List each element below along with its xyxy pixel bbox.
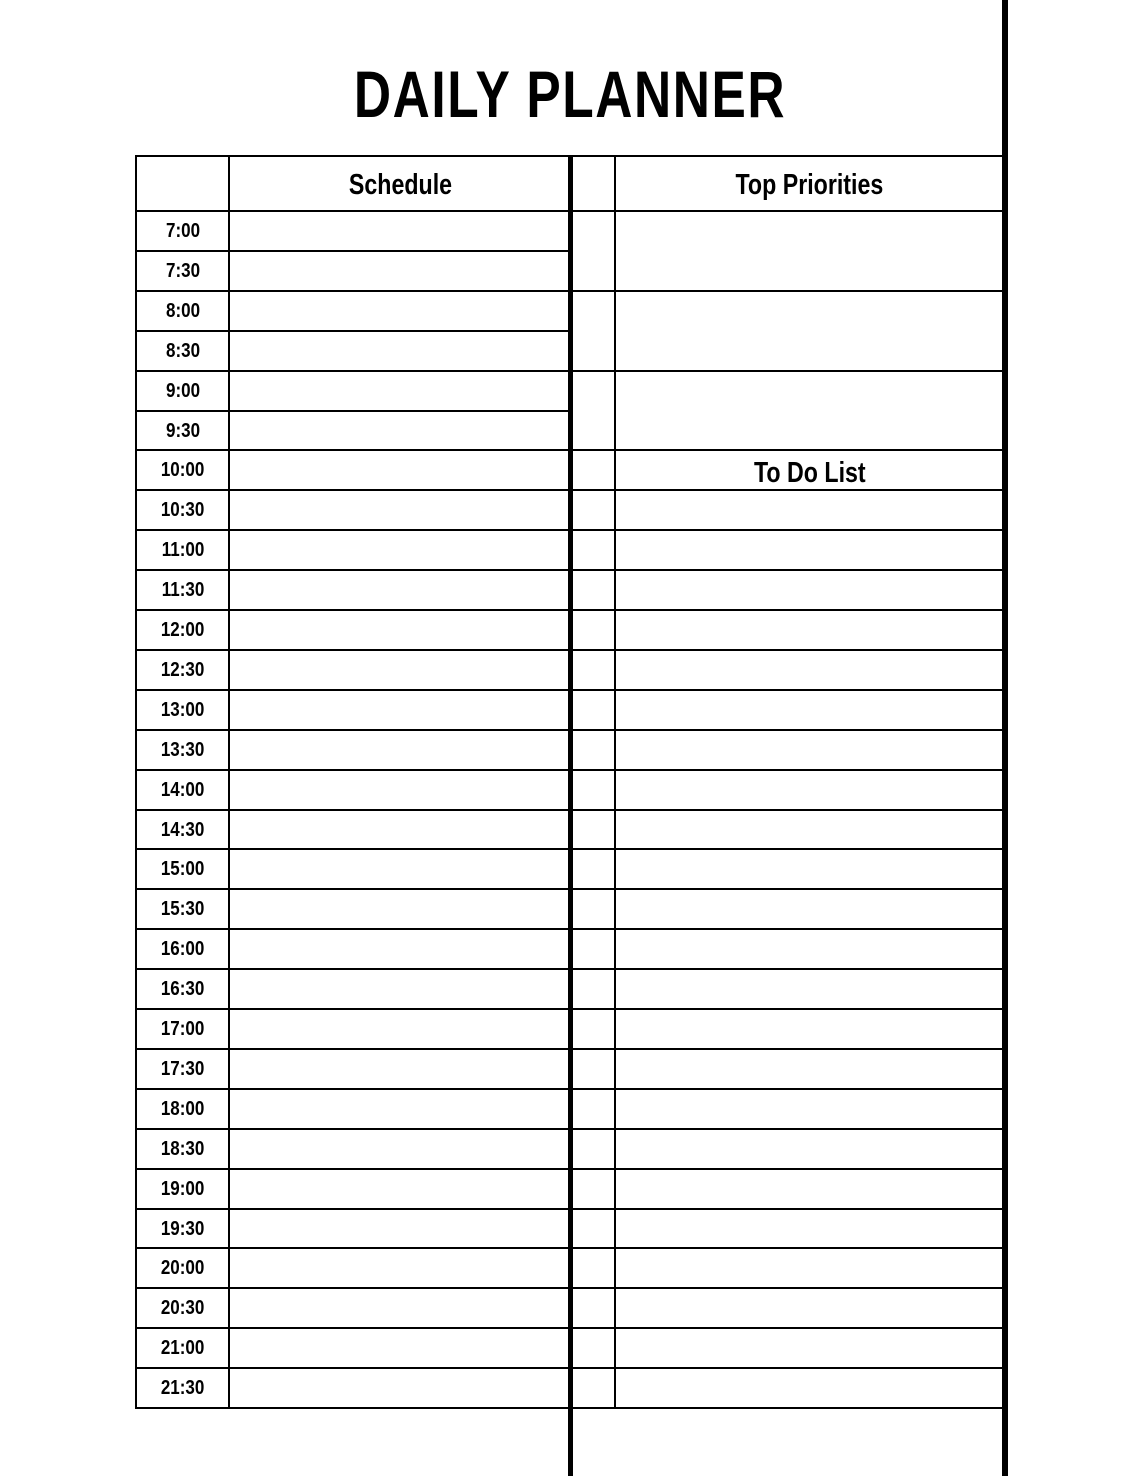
todo-checkbox[interactable] [575, 850, 613, 888]
page-title: DAILY PLANNER [353, 57, 787, 131]
time-text: 11:30 [161, 579, 205, 602]
todo-field[interactable] [617, 571, 1002, 609]
schedule-entry-field[interactable] [231, 1249, 568, 1287]
todo-field[interactable] [617, 731, 1002, 769]
todo-field[interactable] [617, 890, 1002, 928]
todo-header [617, 452, 1002, 490]
todo-checkbox[interactable] [575, 691, 613, 729]
time-text: 15:30 [161, 898, 205, 921]
time-text: 13:30 [161, 738, 205, 761]
time-label [137, 1169, 229, 1209]
time-label [137, 251, 229, 291]
schedule-entry-field[interactable] [231, 1210, 568, 1248]
time-text: 18:30 [161, 1137, 205, 1160]
time-text: 21:30 [161, 1377, 205, 1400]
schedule-entry-field[interactable] [231, 1289, 568, 1327]
priority-field[interactable] [617, 292, 1002, 370]
todo-field[interactable] [617, 970, 1002, 1008]
time-label [137, 1209, 229, 1249]
right-row-divider [573, 449, 1002, 451]
page-edge-line [1002, 0, 1008, 1476]
todo-checkbox[interactable] [575, 1249, 613, 1287]
schedule-entry-field[interactable] [231, 850, 568, 888]
todo-field[interactable] [617, 691, 1002, 729]
schedule-entry-field[interactable] [231, 811, 568, 849]
todo-checkbox[interactable] [575, 771, 613, 809]
time-label [137, 1368, 229, 1408]
todo-checkbox[interactable] [575, 1170, 613, 1208]
todo-field[interactable] [617, 1130, 1002, 1168]
todo-checkbox[interactable] [575, 890, 613, 928]
schedule-entry-field[interactable] [231, 412, 568, 450]
todo-field[interactable] [617, 611, 1002, 649]
schedule-entry-field[interactable] [231, 451, 568, 489]
time-label [137, 530, 229, 570]
time-text: 20:30 [161, 1297, 205, 1320]
schedule-entry-field[interactable] [231, 651, 568, 689]
priorities-header [617, 157, 1002, 210]
time-text: 17:30 [161, 1057, 205, 1080]
time-label [137, 770, 229, 810]
time-label [137, 331, 229, 371]
todo-checkbox[interactable] [575, 531, 613, 569]
schedule-entry-field[interactable] [231, 372, 568, 410]
schedule-header [231, 157, 569, 210]
todo-field[interactable] [617, 1329, 1002, 1367]
todo-field[interactable] [617, 1249, 1002, 1287]
todo-checkbox[interactable] [575, 1329, 613, 1367]
time-text: 10:00 [161, 459, 205, 482]
schedule-entry-field[interactable] [231, 1090, 568, 1128]
time-text: 15:00 [161, 858, 205, 881]
schedule-entry-field[interactable] [231, 731, 568, 769]
time-label [137, 490, 229, 530]
todo-checkbox[interactable] [575, 930, 613, 968]
todo-checkbox[interactable] [575, 1010, 613, 1048]
todo-checkbox[interactable] [575, 970, 613, 1008]
time-text: 20:00 [161, 1257, 205, 1280]
todo-field[interactable] [617, 1170, 1002, 1208]
todo-field[interactable] [617, 1010, 1002, 1048]
time-label [137, 1129, 229, 1169]
time-label [137, 371, 229, 411]
todo-field[interactable] [617, 1289, 1002, 1327]
schedule-entry-field[interactable] [231, 970, 568, 1008]
time-label [137, 450, 229, 490]
todo-checkbox[interactable] [575, 1090, 613, 1128]
schedule-entry-field[interactable] [231, 691, 568, 729]
time-text: 7:30 [165, 259, 201, 282]
todo-checkbox[interactable] [575, 1369, 613, 1407]
todo-field[interactable] [617, 651, 1002, 689]
schedule-entry-field[interactable] [231, 571, 568, 609]
time-label [137, 969, 229, 1009]
time-text: 9:00 [165, 379, 201, 402]
time-label [137, 610, 229, 650]
todo-field[interactable] [617, 850, 1002, 888]
table-bottom-border [135, 1407, 569, 1409]
time-label [137, 1089, 229, 1129]
time-text: 21:00 [161, 1337, 205, 1360]
schedule-entry-field[interactable] [231, 930, 568, 968]
schedule-entry-field[interactable] [231, 771, 568, 809]
time-label [137, 929, 229, 969]
time-label [137, 849, 229, 889]
time-label [137, 730, 229, 770]
right-column-border [614, 155, 616, 1409]
center-divider [568, 155, 573, 1476]
time-text: 10:30 [161, 499, 205, 522]
todo-checkbox[interactable] [575, 491, 613, 529]
schedule-entry-field[interactable] [231, 890, 568, 928]
time-label [137, 690, 229, 730]
schedule-entry-field[interactable] [231, 1050, 568, 1088]
time-label [137, 211, 229, 251]
time-label [137, 1049, 229, 1089]
todo-field[interactable] [617, 491, 1002, 529]
priorities-header-label: Top Priorities [735, 169, 884, 201]
todo-header-label: To Do List [753, 457, 866, 489]
todo-field[interactable] [617, 930, 1002, 968]
schedule-entry-field[interactable] [231, 1130, 568, 1168]
todo-checkbox[interactable] [575, 1210, 613, 1248]
time-label [137, 1288, 229, 1328]
schedule-entry-field[interactable] [231, 491, 568, 529]
time-label [137, 411, 229, 451]
priority-field[interactable] [617, 212, 1002, 290]
schedule-header-label: Schedule [348, 169, 452, 201]
schedule-entry-field[interactable] [231, 1010, 568, 1048]
todo-checkbox[interactable] [575, 1050, 613, 1088]
todo-checkbox[interactable] [575, 1130, 613, 1168]
time-text: 11:00 [161, 539, 205, 562]
time-text: 16:30 [161, 978, 205, 1001]
schedule-entry-field[interactable] [231, 611, 568, 649]
schedule-entry-field[interactable] [231, 332, 568, 370]
time-text: 12:30 [161, 658, 205, 681]
time-label [137, 291, 229, 331]
time-text: 19:00 [161, 1177, 205, 1200]
todo-checkbox[interactable] [575, 1289, 613, 1327]
time-label [137, 1248, 229, 1288]
schedule-entry-field[interactable] [231, 531, 568, 569]
time-label [137, 810, 229, 850]
schedule-entry-field[interactable] [231, 1369, 568, 1407]
todo-checkbox[interactable] [575, 811, 613, 849]
todo-field[interactable] [617, 531, 1002, 569]
schedule-entry-field[interactable] [231, 292, 568, 330]
right-row-divider [573, 1407, 1002, 1409]
priority-field[interactable] [617, 372, 1002, 450]
todo-checkbox[interactable] [575, 651, 613, 689]
todo-checkbox[interactable] [575, 731, 613, 769]
schedule-entry-field[interactable] [231, 252, 568, 290]
time-text: 14:30 [161, 818, 205, 841]
schedule-entry-field[interactable] [231, 1170, 568, 1208]
time-text: 16:00 [161, 938, 205, 961]
time-text: 18:00 [161, 1097, 205, 1120]
todo-field[interactable] [617, 771, 1002, 809]
time-text: 8:30 [165, 339, 201, 362]
time-label [137, 889, 229, 929]
todo-checkbox[interactable] [575, 571, 613, 609]
todo-field[interactable] [617, 1210, 1002, 1248]
schedule-entry-field[interactable] [231, 1329, 568, 1367]
todo-checkbox[interactable] [575, 611, 613, 649]
time-text: 9:30 [165, 419, 201, 442]
time-label [137, 1009, 229, 1049]
todo-field[interactable] [617, 1050, 1002, 1088]
schedule-entry-field[interactable] [231, 212, 568, 250]
time-text: 13:00 [161, 698, 205, 721]
todo-field[interactable] [617, 1369, 1002, 1407]
todo-field[interactable] [617, 811, 1002, 849]
time-label [137, 570, 229, 610]
time-text: 12:00 [161, 619, 205, 641]
time-text: 7:00 [165, 220, 201, 242]
time-text: 8:00 [165, 299, 201, 322]
todo-field[interactable] [617, 1090, 1002, 1128]
time-label [137, 1328, 229, 1368]
time-text: 14:00 [161, 778, 205, 801]
time-label [137, 650, 229, 690]
time-text: 19:30 [161, 1217, 205, 1240]
time-text: 17:00 [161, 1018, 205, 1040]
